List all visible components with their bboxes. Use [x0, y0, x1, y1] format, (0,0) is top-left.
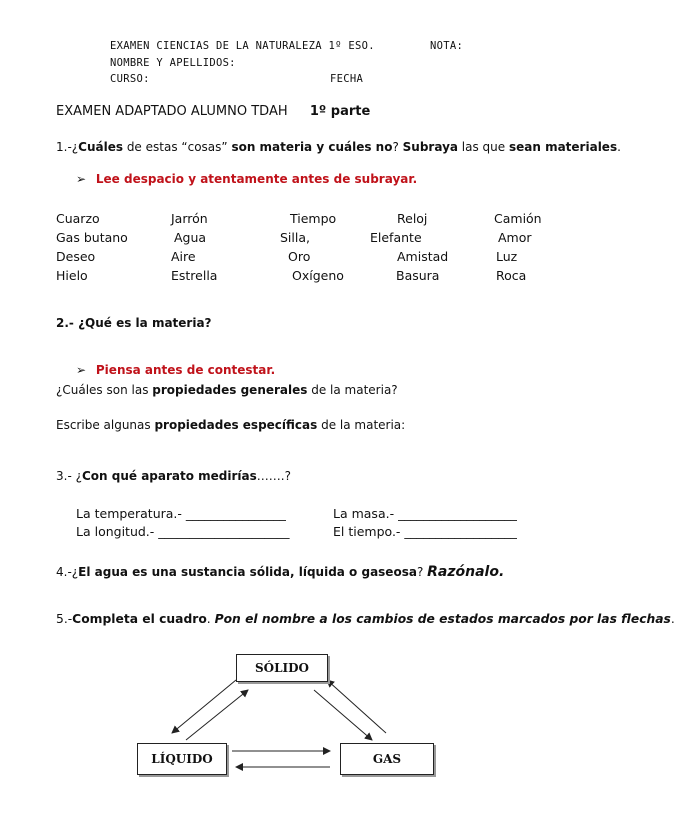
- word-cell: Oro: [288, 249, 311, 264]
- subtitle-text: EXAMEN ADAPTADO ALUMNO TDAH: [56, 104, 288, 119]
- word-cell: Agua: [174, 230, 207, 245]
- word-cell: Silla,: [280, 230, 310, 245]
- word-cell: Jarrón: [171, 211, 208, 226]
- q3-suffix: …….?: [256, 469, 291, 483]
- grade-label: NOTA:: [430, 40, 464, 52]
- q1-prefix: 1.-¿: [56, 140, 79, 154]
- q5-bold: Completa el cuadro: [72, 612, 207, 626]
- word-cell: Deseo: [56, 249, 96, 264]
- word-cell: Cuarzo: [56, 211, 100, 226]
- word-cell: Amor: [498, 230, 532, 245]
- q3-mass[interactable]: La masa.- ___________________: [333, 506, 517, 521]
- q1-subraya: Subraya: [402, 140, 458, 154]
- q4-bold: El agua es una sustancia sólida, líquida o gaseosa: [78, 565, 417, 579]
- exam-title: EXAMEN CIENCIAS DE LA NATURALEZA 1º ESO.: [110, 40, 375, 52]
- word-cell: Luz: [496, 249, 518, 264]
- q2-p1-b: propiedades generales: [152, 383, 308, 397]
- q1-cuales: Cuáles: [78, 140, 123, 154]
- q3-length[interactable]: La longitud.- _____________________: [76, 524, 290, 539]
- course-label: CURSO:: [110, 73, 150, 85]
- liquid-box: LÍQUIDO: [137, 743, 227, 775]
- q1-text4: .: [617, 140, 621, 154]
- word-cell: Elefante: [370, 230, 422, 245]
- q5-italic: Pon el nombre a los cambios de estados marcados por las flechas: [214, 612, 671, 626]
- q2-p2-b: propiedades específicas: [154, 418, 318, 432]
- q4-mark: ?: [416, 565, 428, 579]
- word-cell: Estrella: [171, 268, 218, 283]
- q4-prefix: 4.-¿: [56, 565, 79, 579]
- q4-razonalo: Razónalo.: [427, 564, 505, 580]
- word-cell: Reloj: [397, 211, 428, 226]
- q2-p1-a: ¿Cuáles son las: [56, 383, 153, 397]
- arrow-solid-to-gas: [314, 690, 372, 740]
- q5-text2: .: [670, 612, 675, 626]
- q5-prefix: 5.-: [56, 612, 73, 626]
- date-label: FECHA: [330, 73, 364, 85]
- q1-text3: las que: [457, 140, 509, 154]
- arrow-bullet-icon: ➢: [76, 363, 87, 377]
- word-cell: Amistad: [397, 249, 449, 264]
- q3-time[interactable]: El tiempo.- __________________: [333, 524, 517, 539]
- subtitle-part: 1º parte: [309, 104, 371, 119]
- word-cell: Basura: [396, 268, 440, 283]
- q3-prefix: 3.- ¿: [56, 469, 82, 483]
- q2-number: 2.-: [56, 316, 74, 330]
- q1-tip-text: Lee despacio y atentamente antes de subrayar.: [95, 172, 418, 186]
- word-cell: Oxígeno: [292, 268, 344, 283]
- word-cell: Gas butano: [56, 230, 128, 245]
- word-cell: Hielo: [56, 268, 88, 283]
- q2-p2-a: Escribe algunas: [56, 418, 155, 432]
- word-cell: Tiempo: [290, 211, 337, 226]
- q1-materia: son materia y cuáles no: [231, 140, 393, 154]
- arrow-gas-to-solid: [327, 680, 386, 733]
- q5-text1: .: [206, 612, 215, 626]
- q1-text2: ?: [392, 140, 403, 154]
- name-label: NOMBRE Y APELLIDOS:: [110, 57, 236, 69]
- q2-question: ¿Qué es la materia?: [73, 316, 212, 330]
- q1-sean: sean materiales: [508, 140, 618, 154]
- q3-temperature[interactable]: La temperatura.- ________________: [76, 506, 286, 521]
- q3-bold: Con qué aparato medirías: [81, 469, 257, 483]
- arrow-bullet-icon: ➢: [76, 172, 87, 186]
- q2-p1-c: de la materia?: [307, 383, 398, 397]
- q1-text1: de estas “cosas”: [123, 140, 232, 154]
- q2-tip-text: Piensa antes de contestar.: [95, 363, 276, 377]
- word-cell: Aire: [171, 249, 196, 264]
- word-cell: Camión: [494, 211, 542, 226]
- solid-box: SÓLIDO: [236, 654, 328, 682]
- gas-box: GAS: [340, 743, 434, 775]
- word-cell: Roca: [496, 268, 527, 283]
- arrow-liquid-to-solid: [186, 690, 248, 740]
- q2-p2-c: de la materia:: [317, 418, 406, 432]
